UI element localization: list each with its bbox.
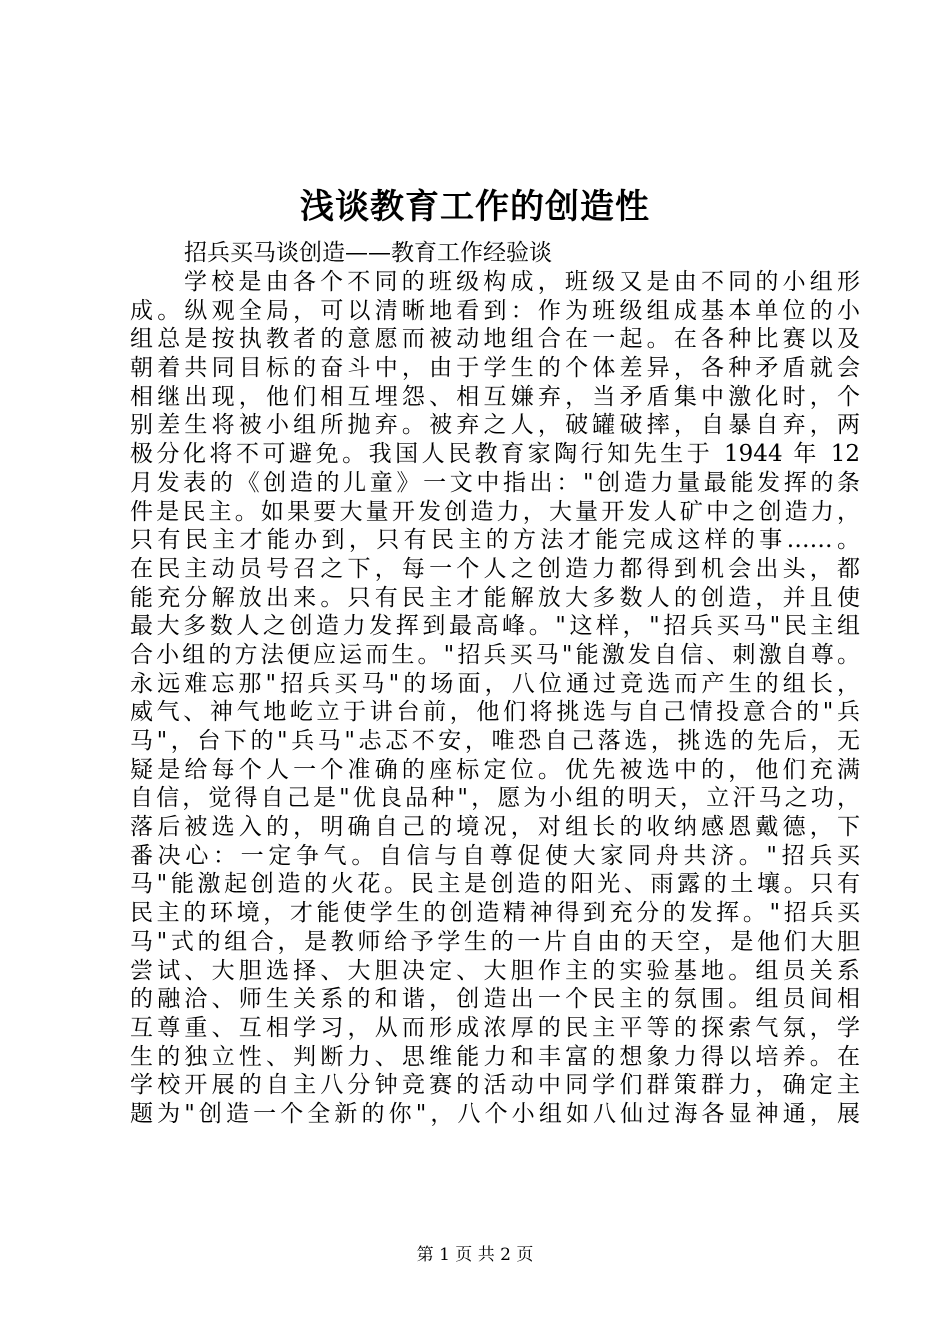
page-number-footer: 第 1 页 共 2 页 [416, 1245, 534, 1265]
body-line: 只有民主才能办到，只有民主的方法才能完成这样的事……。 [130, 527, 860, 554]
body-line: 威气、神气地屹立于讲台前，他们将挑选与自己情投意合的"兵 [130, 699, 860, 726]
body-line: 马"能激起创造的火花。民主是创造的阳光、雨露的土壤。只有 [130, 871, 860, 898]
body-line: 马"，台下的"兵马"忐忑不安，唯恐自己落选，挑选的先后，无 [130, 728, 860, 754]
body-text [130, 268, 860, 1129]
body-line: 番决心：一定争气。自信与自尊促使大家同舟共济。"招兵买 [130, 842, 860, 869]
body-line: 朝着共同目标的奋斗中，由于学生的个体差异，各种矛盾就会 [130, 355, 860, 382]
body-line: 落后被选入的，明确自己的境况，对组长的收纳感恩戴德，下 [130, 814, 860, 841]
body-line: 的融洽、师生关系的和谐，创造出一个民主的氛围。组员间相 [130, 986, 860, 1013]
body-line: 学校是由各个不同的班级构成，班级又是由不同的小组形 [184, 269, 860, 295]
body-line: 生的独立性、判断力、思维能力和丰富的想象力得以培养。在 [130, 1043, 860, 1070]
body-line: 永远难忘那"招兵买马"的场面，八位通过竞选而产生的组长， [130, 670, 860, 697]
body-line: 题为"创造一个全新的你"，八个小组如八仙过海各显神通，展 [130, 1100, 860, 1127]
body-line: 成。纵观全局，可以清晰地看到：作为班级组成基本单位的小 [130, 297, 860, 324]
body-line: 组总是按执教者的意愿而被动地组合在一起。在各种比赛以及 [130, 326, 860, 353]
body-line: 学校开展的自主八分钟竞赛的活动中同学们群策群力，确定主 [130, 1072, 860, 1099]
body-line: 相继出现，他们相互埋怨、相互嫌弃，当矛盾集中激化时，个 [130, 383, 860, 410]
body-line: 合小组的方法便应运而生。"招兵买马"能激发自信、刺激自尊。 [130, 641, 860, 668]
body-line: 马"式的组合，是教师给予学生的一片自由的天空，是他们大胆 [130, 928, 860, 955]
body-line: 互尊重、互相学习，从而形成浓厚的民主平等的探索气氛，学 [130, 1014, 860, 1041]
document-title: 浅谈教育工作的创造性 [300, 187, 650, 227]
body-line: 月发表的《创造的儿童》一文中指出："创造力量最能发挥的条 [130, 469, 860, 496]
body-line: 极分化将不可避免。我国人民教育家陶行知先生于 1944 年 12 [130, 441, 860, 468]
body-line: 民主的环境，才能使学生的创造精神得到充分的发挥。"招兵买 [130, 900, 860, 927]
body-line: 自信，觉得自己是"优良品种"，愿为小组的明天，立汗马之功， [130, 785, 860, 812]
body-line: 尝试、大胆选择、大胆决定、大胆作主的实验基地。组员关系 [130, 957, 860, 984]
body-line: 疑是给每个人一个准确的座标定位。优先被选中的，他们充满 [130, 756, 860, 783]
document-subtitle: 招兵买马谈创造——教育工作经验谈 [184, 240, 552, 266]
body-line: 别差生将被小组所抛弃。被弃之人，破罐破摔，自暴自弃，两 [130, 412, 860, 439]
body-line: 能充分解放出来。只有民主才能解放大多数人的创造，并且使 [130, 584, 860, 611]
body-line: 件是民主。如果要大量开发创造力，大量开发人矿中之创造力， [130, 498, 860, 525]
body-line: 最大多数人之创造力发挥到最高峰。"这样，"招兵买马"民主组 [130, 613, 860, 640]
body-line: 在民主动员号召之下，每一个人之创造力都得到机会出头，都 [130, 555, 860, 582]
